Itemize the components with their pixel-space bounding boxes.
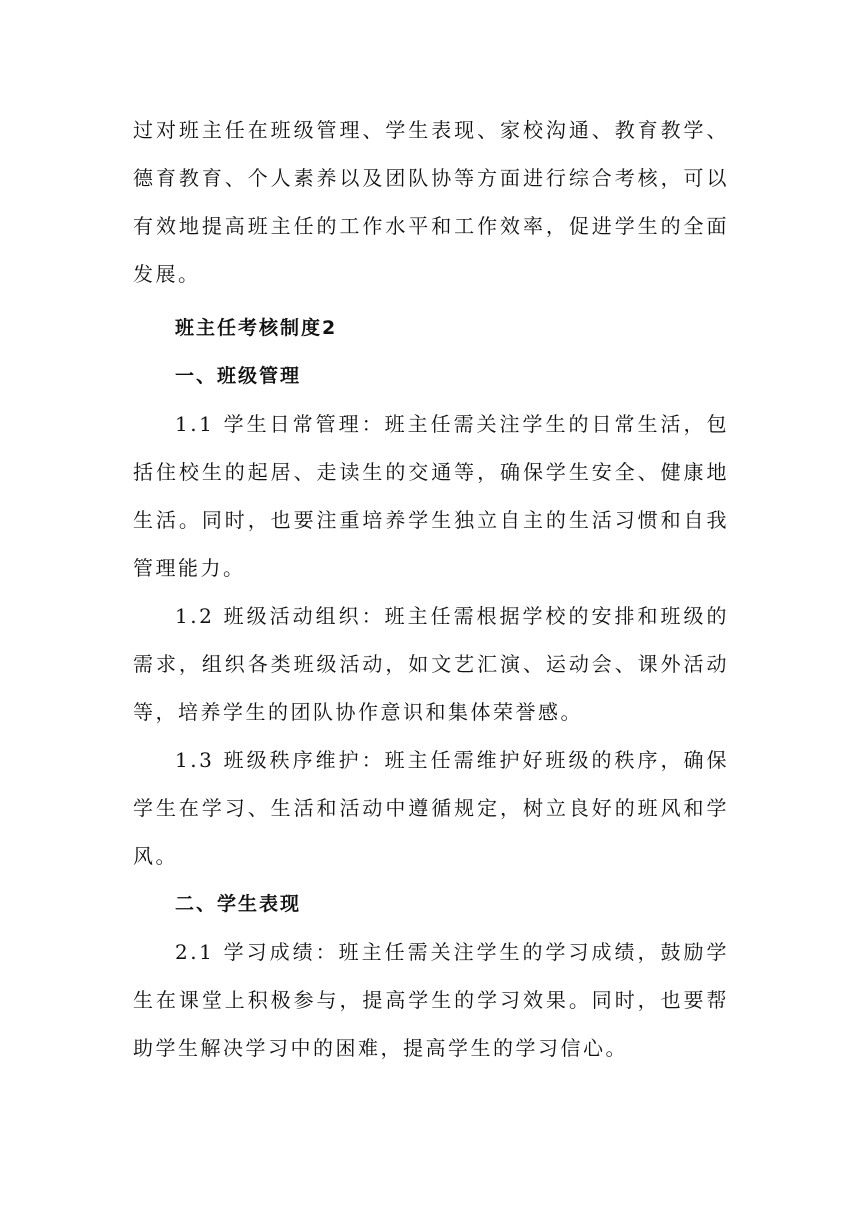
- section-heading-class-management: 一、班级管理: [175, 365, 302, 387]
- paragraph-1-1: 1.1 学生日常管理：班主任需关注学生的日常生活，包括住校生的起居、走读生的交通等，确保学生安全、健康地生活。同时，也要注重培养学生独立自主的生活习惯和自我管理能力。: [133, 412, 729, 580]
- section-heading-student-performance: 二、学生表现: [175, 893, 302, 915]
- paragraph-1-2: 1.2 班级活动组织：班主任需根据学校的安排和班级的需求，组织各类班级活动，如文艺汇演、运动会、课外活动等，培养学生的团队协作意识和集体荣誉感。: [133, 604, 729, 724]
- document-body: [133, 106, 729, 1072]
- paragraph-1-3: 1.3 班级秩序维护：班主任需维护好班级的秩序，确保学生在学习、生活和活动中遵循规定，树立良好的班风和学风。: [133, 748, 729, 868]
- intro-paragraph: 过对班主任在班级管理、学生表现、家校沟通、教育教学、德育教育、个人素养以及团队协等方面进行综合考核，可以有效地提高班主任的工作水平和工作效率，促进学生的全面发展。: [133, 118, 729, 286]
- paragraph-2-1: 2.1 学习成绩：班主任需关注学生的学习成绩，鼓励学生在课堂上积极参与，提高学生的学习效果。同时，也要帮助学生解决学习中的困难，提高学生的学习信心。: [133, 940, 729, 1060]
- document-title: 班主任考核制度2: [175, 317, 338, 339]
